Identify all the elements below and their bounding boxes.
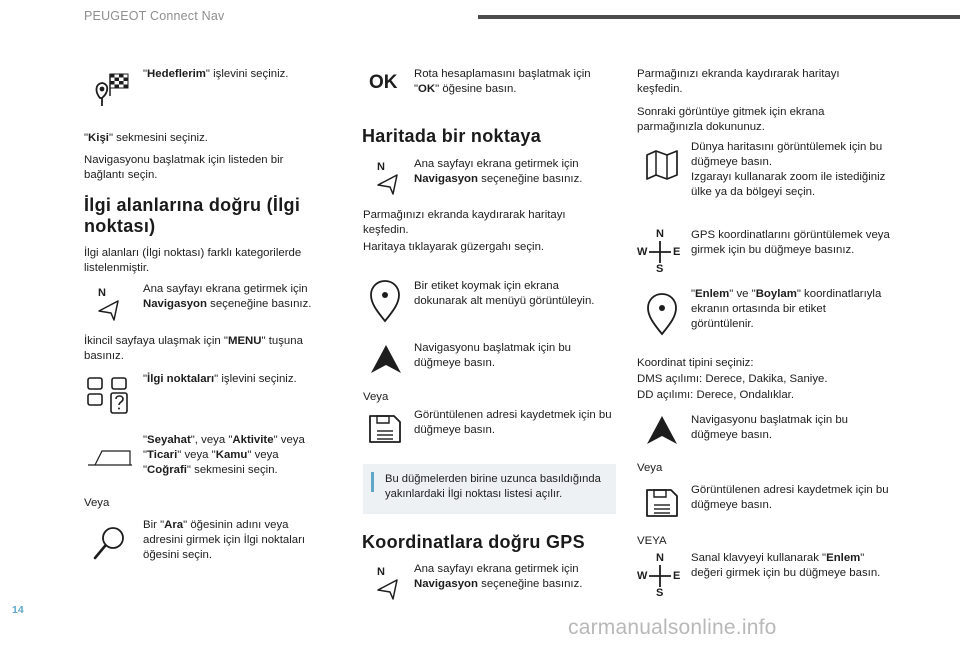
- heading-poi: İlgi alanlarına doğru (İlgi noktası): [84, 195, 301, 236]
- col2-veya: Veya: [363, 391, 389, 403]
- col3-coord-type-text: Koordinat tipini seçiniz:: [637, 357, 754, 369]
- svg-text:N: N: [377, 161, 385, 173]
- navigation-arrow-icon: [374, 565, 402, 601]
- location-pin-icon: [645, 292, 679, 336]
- svg-text:N: N: [377, 566, 385, 578]
- col1-menu-text: İkincil sayfaya ulaşmak için "MENU" tuşuna basınız.: [84, 335, 303, 362]
- col1-hedeflerim-text: "Hedeflerim" işlevini seçiniz.: [143, 68, 289, 80]
- col3-next-view-text: Sonraki görüntüye gitmek için ekrana parmağınızla dokununuz.: [637, 106, 825, 133]
- start-navigation-icon: [369, 343, 403, 375]
- poi-categories-icon: [86, 376, 132, 414]
- col3-gps-coords-text: GPS koordinatlarını görüntülemek veya girmek için bu düğmeye basınız.: [691, 229, 890, 256]
- save-icon: [645, 488, 679, 518]
- col1-poi-select-text: "İlgi noktaları" işlevini seçiniz.: [143, 373, 297, 385]
- world-map-icon: [645, 147, 679, 181]
- col3-keyboard-text: Sanal klavyeyi kullanarak "Enlem" değeri girmek için bu düğmeye basın.: [691, 552, 881, 579]
- location-pin-icon: [368, 279, 402, 323]
- info-note-text: Bu düğmelerden birine uzunca basıldığında yakınlardaki İlgi noktası listesi açılır.: [385, 473, 601, 500]
- save-icon: [368, 414, 402, 444]
- compass-s: S: [656, 587, 664, 599]
- col3-dms-text: DMS açılımı: Derece, Dakika, Saniye.: [637, 373, 828, 385]
- compass-s: S: [656, 263, 664, 275]
- col2-select-route-text: Haritaya tıklayarak güzergahı seçin.: [363, 241, 545, 253]
- col3-lat-lon-text: "Enlem" ve "Boylam" koordinatlarıyla ekranın ortasında bir etiket görüntülenir.: [691, 288, 882, 330]
- compass-icon: [636, 229, 684, 277]
- col1-home-nav-text: Ana sayfayı ekrana getirmek için Navigasyon seçeneğine basınız.: [143, 283, 312, 310]
- navigation-arrow-icon: [374, 160, 402, 196]
- ok-icon: OK: [369, 72, 398, 93]
- watermark: carmanualsonline.info: [568, 616, 777, 639]
- col1-poi-intro-text: İlgi alanları (İlgi noktası) farklı kategorilerde listelenmiştir.: [84, 247, 302, 274]
- heading-map-point: Haritada bir noktaya: [362, 126, 542, 146]
- col2-explore-map-text: Parmağınızı ekranda kaydırarak haritayı keşfedin.: [363, 209, 566, 236]
- compass-e: E: [673, 246, 681, 258]
- tabs-icon: [87, 446, 133, 468]
- col3-veya: Veya: [637, 462, 663, 474]
- col1-kisi-text: "Kişi" sekmesini seçiniz.: [84, 132, 208, 144]
- col3-dd-text: DD açılımı: Derece, Ondalıklar.: [637, 389, 794, 401]
- col2-start-nav-text: Navigasyonu başlatmak için bu düğmeye basın.: [414, 342, 572, 369]
- compass-w: W: [637, 246, 648, 258]
- compass-e: E: [673, 570, 681, 582]
- col2-save-text: Görüntülenen adresi kaydetmek için bu düğmeye basın.: [414, 409, 612, 436]
- search-icon: [92, 525, 126, 561]
- col1-start-nav-text: Navigasyonu başlatmak için listeden bir bağlantı seçin.: [84, 154, 284, 181]
- start-navigation-icon: [645, 414, 679, 446]
- heading-gps: Koordinatlara doğru GPS: [362, 532, 585, 552]
- col1-search-text: Bir "Ara" öğesinin adını veya adresini girmek için İlgi noktaları öğesini seçin.: [143, 519, 306, 561]
- col3-world-map-text: Dünya haritasını görüntülemek için bu düğmeye basın.: [691, 141, 883, 168]
- col2-ok-text: Rota hesaplamasını başlatmak için "OK" öğesine basın.: [414, 68, 591, 95]
- col2-label-text: Bir etiket koymak için ekrana dokunarak alt menüyü görüntüleyin.: [414, 280, 595, 307]
- col3-save-text: Görüntülenen adresi kaydetmek için bu düğmeye basın.: [691, 484, 889, 511]
- info-note-marker: [371, 472, 374, 492]
- svg-text:N: N: [98, 287, 106, 299]
- col3-explore-map-text: Parmağınızı ekranda kaydırarak haritayı keşfedin.: [637, 68, 840, 95]
- compass-icon: [636, 553, 684, 601]
- compass-n: N: [656, 552, 664, 564]
- navigation-arrow-icon: [95, 286, 123, 322]
- col2-gps-home-text: Ana sayfayı ekrana getirmek için Navigasyon seçeneğine basınız.: [414, 563, 583, 590]
- col1-categories-text: "Seyahat", veya "Aktivite" veya "Ticari" veya "Kamu" veya "Coğrafi" sekmesini seçin.: [143, 434, 305, 476]
- compass-n: N: [656, 228, 664, 240]
- col3-veya-caps: VEYA: [637, 535, 667, 547]
- col3-zoom-grid-text: Izgarayı kullanarak zoom ile istediğiniz ülke ya da bölgeyi seçin.: [691, 171, 886, 198]
- col3-start-nav-text: Navigasyonu başlatmak için bu düğmeye basın.: [691, 414, 849, 441]
- compass-w: W: [637, 570, 648, 582]
- page-number: 14: [12, 604, 24, 616]
- flag-pin-icon: [92, 70, 132, 110]
- col2-home-nav-text: Ana sayfayı ekrana getirmek için Navigasyon seçeneğine basınız.: [414, 158, 583, 185]
- col1-veya: Veya: [84, 497, 110, 509]
- running-header: PEUGEOT Connect Nav: [84, 9, 225, 23]
- header-rule: [478, 15, 960, 19]
